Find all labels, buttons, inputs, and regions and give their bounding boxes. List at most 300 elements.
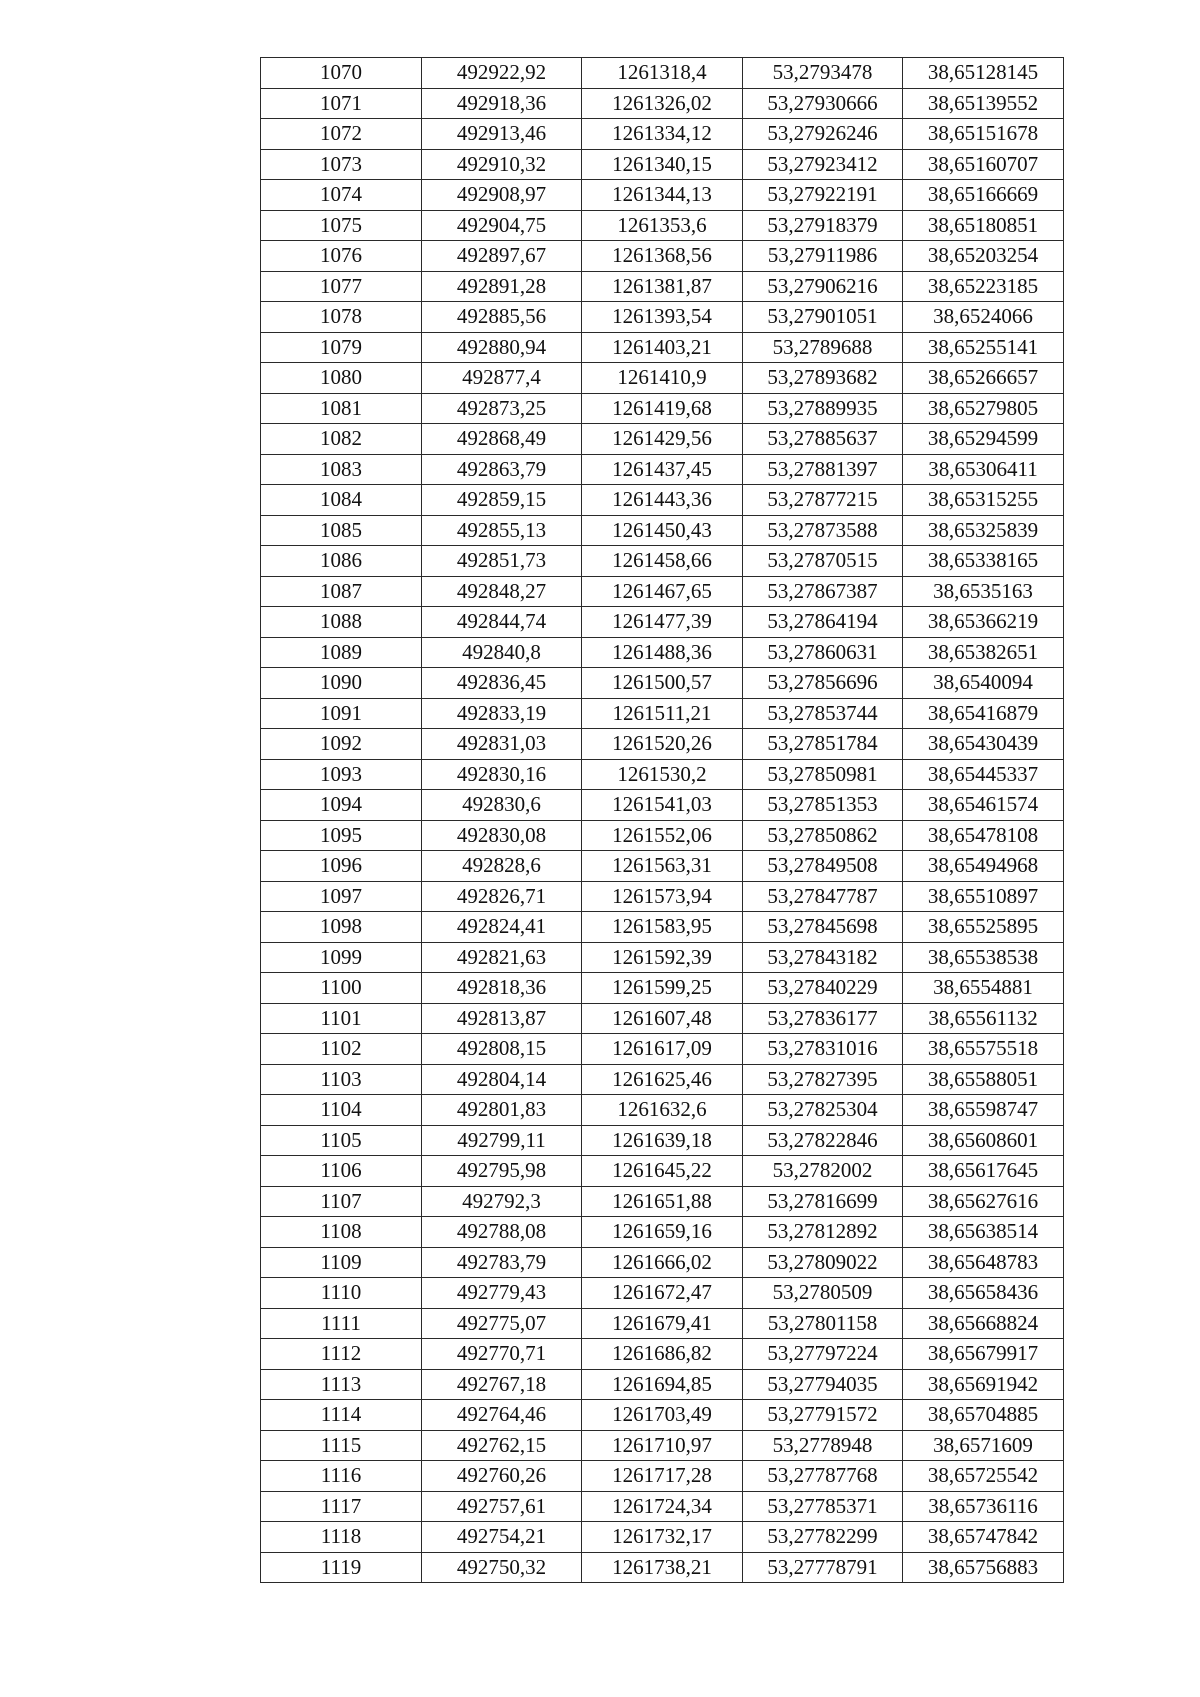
table-row [261, 820, 1064, 851]
table-row [261, 1095, 1064, 1126]
point-number-cell: 1091 [261, 698, 422, 729]
longitude-cell: 38,65279805 [903, 393, 1064, 424]
y-coordinate-cell: 1261511,21 [582, 698, 743, 729]
y-coordinate-cell: 1261403,21 [582, 332, 743, 363]
longitude-cell: 38,65461574 [903, 790, 1064, 821]
point-number-cell: 1090 [261, 668, 422, 699]
longitude-cell: 38,65598747 [903, 1095, 1064, 1126]
longitude-cell: 38,65704885 [903, 1400, 1064, 1431]
y-coordinate-cell: 1261703,49 [582, 1400, 743, 1431]
latitude-cell: 53,27851353 [743, 790, 903, 821]
point-number-cell: 1083 [261, 454, 422, 485]
point-number-cell: 1104 [261, 1095, 422, 1126]
x-coordinate-cell: 492913,46 [422, 119, 582, 150]
point-number-cell: 1071 [261, 88, 422, 119]
latitude-cell: 53,27893682 [743, 363, 903, 394]
latitude-cell: 53,27870515 [743, 546, 903, 577]
x-coordinate-cell: 492897,67 [422, 241, 582, 272]
y-coordinate-cell: 1261500,57 [582, 668, 743, 699]
latitude-cell: 53,27801158 [743, 1308, 903, 1339]
latitude-cell: 53,27901051 [743, 302, 903, 333]
longitude-cell: 38,65658436 [903, 1278, 1064, 1309]
point-number-cell: 1108 [261, 1217, 422, 1248]
x-coordinate-cell: 492830,08 [422, 820, 582, 851]
table-row [261, 1400, 1064, 1431]
y-coordinate-cell: 1261520,26 [582, 729, 743, 760]
latitude-cell: 53,2793478 [743, 58, 903, 89]
table-row [261, 607, 1064, 638]
y-coordinate-cell: 1261639,18 [582, 1125, 743, 1156]
y-coordinate-cell: 1261467,65 [582, 576, 743, 607]
point-number-cell: 1079 [261, 332, 422, 363]
table-row [261, 546, 1064, 577]
y-coordinate-cell: 1261419,68 [582, 393, 743, 424]
y-coordinate-cell: 1261368,56 [582, 241, 743, 272]
table-row [261, 1217, 1064, 1248]
x-coordinate-cell: 492836,45 [422, 668, 582, 699]
latitude-cell: 53,27860631 [743, 637, 903, 668]
x-coordinate-cell: 492922,92 [422, 58, 582, 89]
latitude-cell: 53,2778948 [743, 1430, 903, 1461]
latitude-cell: 53,27918379 [743, 210, 903, 241]
point-number-cell: 1109 [261, 1247, 422, 1278]
x-coordinate-cell: 492764,46 [422, 1400, 582, 1431]
longitude-cell: 38,65203254 [903, 241, 1064, 272]
x-coordinate-cell: 492770,71 [422, 1339, 582, 1370]
longitude-cell: 38,65736116 [903, 1491, 1064, 1522]
longitude-cell: 38,65139552 [903, 88, 1064, 119]
x-coordinate-cell: 492775,07 [422, 1308, 582, 1339]
x-coordinate-cell: 492830,6 [422, 790, 582, 821]
latitude-cell: 53,27877215 [743, 485, 903, 516]
table-row [261, 210, 1064, 241]
table-row [261, 1156, 1064, 1187]
table-row [261, 88, 1064, 119]
y-coordinate-cell: 1261552,06 [582, 820, 743, 851]
y-coordinate-cell: 1261450,43 [582, 515, 743, 546]
x-coordinate-cell: 492851,73 [422, 546, 582, 577]
table-row [261, 1522, 1064, 1553]
point-number-cell: 1098 [261, 912, 422, 943]
y-coordinate-cell: 1261381,87 [582, 271, 743, 302]
table-row [261, 424, 1064, 455]
y-coordinate-cell: 1261694,85 [582, 1369, 743, 1400]
point-number-cell: 1080 [261, 363, 422, 394]
latitude-cell: 53,27843182 [743, 942, 903, 973]
point-number-cell: 1114 [261, 1400, 422, 1431]
latitude-cell: 53,27922191 [743, 180, 903, 211]
longitude-cell: 38,65151678 [903, 119, 1064, 150]
point-number-cell: 1112 [261, 1339, 422, 1370]
table-row [261, 485, 1064, 516]
longitude-cell: 38,65160707 [903, 149, 1064, 180]
table-row [261, 180, 1064, 211]
y-coordinate-cell: 1261625,46 [582, 1064, 743, 1095]
longitude-cell: 38,65617645 [903, 1156, 1064, 1187]
longitude-cell: 38,6540094 [903, 668, 1064, 699]
table-row [261, 149, 1064, 180]
latitude-cell: 53,27930666 [743, 88, 903, 119]
longitude-cell: 38,65325839 [903, 515, 1064, 546]
point-number-cell: 1073 [261, 149, 422, 180]
x-coordinate-cell: 492831,03 [422, 729, 582, 760]
x-coordinate-cell: 492754,21 [422, 1522, 582, 1553]
x-coordinate-cell: 492818,36 [422, 973, 582, 1004]
latitude-cell: 53,27812892 [743, 1217, 903, 1248]
x-coordinate-cell: 492891,28 [422, 271, 582, 302]
y-coordinate-cell: 1261443,36 [582, 485, 743, 516]
y-coordinate-cell: 1261717,28 [582, 1461, 743, 1492]
x-coordinate-cell: 492783,79 [422, 1247, 582, 1278]
point-number-cell: 1086 [261, 546, 422, 577]
point-number-cell: 1082 [261, 424, 422, 455]
y-coordinate-cell: 1261410,9 [582, 363, 743, 394]
longitude-cell: 38,65538538 [903, 942, 1064, 973]
table-row [261, 1125, 1064, 1156]
point-number-cell: 1103 [261, 1064, 422, 1095]
x-coordinate-cell: 492904,75 [422, 210, 582, 241]
point-number-cell: 1081 [261, 393, 422, 424]
table-row [261, 1003, 1064, 1034]
point-number-cell: 1110 [261, 1278, 422, 1309]
latitude-cell: 53,27791572 [743, 1400, 903, 1431]
x-coordinate-cell: 492844,74 [422, 607, 582, 638]
table-row [261, 1339, 1064, 1370]
y-coordinate-cell: 1261429,56 [582, 424, 743, 455]
table-row [261, 912, 1064, 943]
x-coordinate-cell: 492859,15 [422, 485, 582, 516]
point-number-cell: 1111 [261, 1308, 422, 1339]
y-coordinate-cell: 1261592,39 [582, 942, 743, 973]
latitude-cell: 53,27827395 [743, 1064, 903, 1095]
longitude-cell: 38,6571609 [903, 1430, 1064, 1461]
longitude-cell: 38,65430439 [903, 729, 1064, 760]
y-coordinate-cell: 1261334,12 [582, 119, 743, 150]
x-coordinate-cell: 492767,18 [422, 1369, 582, 1400]
longitude-cell: 38,65382651 [903, 637, 1064, 668]
latitude-cell: 53,27845698 [743, 912, 903, 943]
x-coordinate-cell: 492792,3 [422, 1186, 582, 1217]
longitude-cell: 38,65608601 [903, 1125, 1064, 1156]
latitude-cell: 53,27825304 [743, 1095, 903, 1126]
point-number-cell: 1072 [261, 119, 422, 150]
table-row [261, 1369, 1064, 1400]
x-coordinate-cell: 492813,87 [422, 1003, 582, 1034]
latitude-cell: 53,27822846 [743, 1125, 903, 1156]
y-coordinate-cell: 1261632,6 [582, 1095, 743, 1126]
x-coordinate-cell: 492808,15 [422, 1034, 582, 1065]
x-coordinate-cell: 492801,83 [422, 1095, 582, 1126]
y-coordinate-cell: 1261672,47 [582, 1278, 743, 1309]
y-coordinate-cell: 1261477,39 [582, 607, 743, 638]
longitude-cell: 38,65294599 [903, 424, 1064, 455]
y-coordinate-cell: 1261326,02 [582, 88, 743, 119]
latitude-cell: 53,2780509 [743, 1278, 903, 1309]
longitude-cell: 38,65180851 [903, 210, 1064, 241]
longitude-cell: 38,65725542 [903, 1461, 1064, 1492]
point-number-cell: 1097 [261, 881, 422, 912]
coordinates-table [260, 57, 1064, 1583]
y-coordinate-cell: 1261573,94 [582, 881, 743, 912]
point-number-cell: 1119 [261, 1552, 422, 1583]
latitude-cell: 53,27911986 [743, 241, 903, 272]
latitude-cell: 53,27856696 [743, 668, 903, 699]
point-number-cell: 1088 [261, 607, 422, 638]
x-coordinate-cell: 492795,98 [422, 1156, 582, 1187]
longitude-cell: 38,65315255 [903, 485, 1064, 516]
point-number-cell: 1105 [261, 1125, 422, 1156]
x-coordinate-cell: 492799,11 [422, 1125, 582, 1156]
longitude-cell: 38,65306411 [903, 454, 1064, 485]
y-coordinate-cell: 1261599,25 [582, 973, 743, 1004]
y-coordinate-cell: 1261686,82 [582, 1339, 743, 1370]
point-number-cell: 1096 [261, 851, 422, 882]
latitude-cell: 53,27923412 [743, 149, 903, 180]
point-number-cell: 1074 [261, 180, 422, 211]
point-number-cell: 1099 [261, 942, 422, 973]
latitude-cell: 53,27831016 [743, 1034, 903, 1065]
x-coordinate-cell: 492908,97 [422, 180, 582, 211]
longitude-cell: 38,65223185 [903, 271, 1064, 302]
point-number-cell: 1070 [261, 58, 422, 89]
latitude-cell: 53,27864194 [743, 607, 903, 638]
x-coordinate-cell: 492873,25 [422, 393, 582, 424]
point-number-cell: 1089 [261, 637, 422, 668]
table-row [261, 1308, 1064, 1339]
latitude-cell: 53,27782299 [743, 1522, 903, 1553]
x-coordinate-cell: 492757,61 [422, 1491, 582, 1522]
table-row [261, 1186, 1064, 1217]
x-coordinate-cell: 492750,32 [422, 1552, 582, 1583]
longitude-cell: 38,65691942 [903, 1369, 1064, 1400]
table-row [261, 576, 1064, 607]
latitude-cell: 53,27787768 [743, 1461, 903, 1492]
table-row [261, 759, 1064, 790]
table-row [261, 1461, 1064, 1492]
y-coordinate-cell: 1261666,02 [582, 1247, 743, 1278]
table-row [261, 363, 1064, 394]
latitude-cell: 53,27906216 [743, 271, 903, 302]
latitude-cell: 53,27853744 [743, 698, 903, 729]
table-row [261, 942, 1064, 973]
point-number-cell: 1100 [261, 973, 422, 1004]
point-number-cell: 1085 [261, 515, 422, 546]
y-coordinate-cell: 1261583,95 [582, 912, 743, 943]
x-coordinate-cell: 492826,71 [422, 881, 582, 912]
x-coordinate-cell: 492918,36 [422, 88, 582, 119]
longitude-cell: 38,65638514 [903, 1217, 1064, 1248]
longitude-cell: 38,65561132 [903, 1003, 1064, 1034]
y-coordinate-cell: 1261353,6 [582, 210, 743, 241]
y-coordinate-cell: 1261437,45 [582, 454, 743, 485]
x-coordinate-cell: 492855,13 [422, 515, 582, 546]
latitude-cell: 53,27881397 [743, 454, 903, 485]
table-row [261, 668, 1064, 699]
x-coordinate-cell: 492833,19 [422, 698, 582, 729]
latitude-cell: 53,27867387 [743, 576, 903, 607]
table-row [261, 729, 1064, 760]
x-coordinate-cell: 492910,32 [422, 149, 582, 180]
longitude-cell: 38,65255141 [903, 332, 1064, 363]
x-coordinate-cell: 492840,8 [422, 637, 582, 668]
point-number-cell: 1084 [261, 485, 422, 516]
x-coordinate-cell: 492830,16 [422, 759, 582, 790]
y-coordinate-cell: 1261344,13 [582, 180, 743, 211]
longitude-cell: 38,65445337 [903, 759, 1064, 790]
y-coordinate-cell: 1261318,4 [582, 58, 743, 89]
table-row [261, 1247, 1064, 1278]
y-coordinate-cell: 1261563,31 [582, 851, 743, 882]
point-number-cell: 1087 [261, 576, 422, 607]
y-coordinate-cell: 1261732,17 [582, 1522, 743, 1553]
longitude-cell: 38,65166669 [903, 180, 1064, 211]
x-coordinate-cell: 492788,08 [422, 1217, 582, 1248]
latitude-cell: 53,2789688 [743, 332, 903, 363]
longitude-cell: 38,65575518 [903, 1034, 1064, 1065]
y-coordinate-cell: 1261679,41 [582, 1308, 743, 1339]
longitude-cell: 38,65494968 [903, 851, 1064, 882]
longitude-cell: 38,65756883 [903, 1552, 1064, 1583]
longitude-cell: 38,65679917 [903, 1339, 1064, 1370]
longitude-cell: 38,65648783 [903, 1247, 1064, 1278]
latitude-cell: 53,27847787 [743, 881, 903, 912]
longitude-cell: 38,65525895 [903, 912, 1064, 943]
point-number-cell: 1093 [261, 759, 422, 790]
table-row [261, 1491, 1064, 1522]
point-number-cell: 1106 [261, 1156, 422, 1187]
point-number-cell: 1075 [261, 210, 422, 241]
longitude-cell: 38,65478108 [903, 820, 1064, 851]
point-number-cell: 1102 [261, 1034, 422, 1065]
x-coordinate-cell: 492760,26 [422, 1461, 582, 1492]
y-coordinate-cell: 1261530,2 [582, 759, 743, 790]
y-coordinate-cell: 1261607,48 [582, 1003, 743, 1034]
coordinates-table-body [261, 58, 1064, 1583]
longitude-cell: 38,65416879 [903, 698, 1064, 729]
x-coordinate-cell: 492762,15 [422, 1430, 582, 1461]
x-coordinate-cell: 492877,4 [422, 363, 582, 394]
table-row [261, 302, 1064, 333]
longitude-cell: 38,65510897 [903, 881, 1064, 912]
latitude-cell: 53,27889935 [743, 393, 903, 424]
table-row [261, 271, 1064, 302]
point-number-cell: 1115 [261, 1430, 422, 1461]
table-row [261, 58, 1064, 89]
latitude-cell: 53,27849508 [743, 851, 903, 882]
x-coordinate-cell: 492824,41 [422, 912, 582, 943]
latitude-cell: 53,27794035 [743, 1369, 903, 1400]
table-row [261, 454, 1064, 485]
latitude-cell: 53,27850981 [743, 759, 903, 790]
x-coordinate-cell: 492868,49 [422, 424, 582, 455]
table-row [261, 1034, 1064, 1065]
longitude-cell: 38,6554881 [903, 973, 1064, 1004]
y-coordinate-cell: 1261458,66 [582, 546, 743, 577]
table-row [261, 637, 1064, 668]
point-number-cell: 1095 [261, 820, 422, 851]
y-coordinate-cell: 1261651,88 [582, 1186, 743, 1217]
y-coordinate-cell: 1261541,03 [582, 790, 743, 821]
table-row [261, 515, 1064, 546]
y-coordinate-cell: 1261393,54 [582, 302, 743, 333]
point-number-cell: 1101 [261, 1003, 422, 1034]
latitude-cell: 53,27926246 [743, 119, 903, 150]
table-row [261, 973, 1064, 1004]
longitude-cell: 38,65747842 [903, 1522, 1064, 1553]
longitude-cell: 38,65627616 [903, 1186, 1064, 1217]
point-number-cell: 1116 [261, 1461, 422, 1492]
x-coordinate-cell: 492885,56 [422, 302, 582, 333]
point-number-cell: 1107 [261, 1186, 422, 1217]
longitude-cell: 38,6524066 [903, 302, 1064, 333]
table-row [261, 332, 1064, 363]
table-row [261, 1278, 1064, 1309]
latitude-cell: 53,27850862 [743, 820, 903, 851]
x-coordinate-cell: 492779,43 [422, 1278, 582, 1309]
longitude-cell: 38,65588051 [903, 1064, 1064, 1095]
longitude-cell: 38,65338165 [903, 546, 1064, 577]
table-row [261, 393, 1064, 424]
x-coordinate-cell: 492863,79 [422, 454, 582, 485]
longitude-cell: 38,65128145 [903, 58, 1064, 89]
table-row [261, 1064, 1064, 1095]
point-number-cell: 1117 [261, 1491, 422, 1522]
table-row [261, 851, 1064, 882]
y-coordinate-cell: 1261645,22 [582, 1156, 743, 1187]
table-row [261, 1430, 1064, 1461]
table-row [261, 698, 1064, 729]
point-number-cell: 1077 [261, 271, 422, 302]
point-number-cell: 1113 [261, 1369, 422, 1400]
latitude-cell: 53,27809022 [743, 1247, 903, 1278]
x-coordinate-cell: 492821,63 [422, 942, 582, 973]
latitude-cell: 53,27797224 [743, 1339, 903, 1370]
y-coordinate-cell: 1261724,34 [582, 1491, 743, 1522]
point-number-cell: 1092 [261, 729, 422, 760]
longitude-cell: 38,65366219 [903, 607, 1064, 638]
latitude-cell: 53,27836177 [743, 1003, 903, 1034]
latitude-cell: 53,2782002 [743, 1156, 903, 1187]
longitude-cell: 38,6535163 [903, 576, 1064, 607]
point-number-cell: 1076 [261, 241, 422, 272]
x-coordinate-cell: 492828,6 [422, 851, 582, 882]
longitude-cell: 38,65668824 [903, 1308, 1064, 1339]
table-row [261, 241, 1064, 272]
latitude-cell: 53,27885637 [743, 424, 903, 455]
table-row [261, 790, 1064, 821]
table-row [261, 119, 1064, 150]
point-number-cell: 1094 [261, 790, 422, 821]
y-coordinate-cell: 1261488,36 [582, 637, 743, 668]
x-coordinate-cell: 492848,27 [422, 576, 582, 607]
table-row [261, 881, 1064, 912]
latitude-cell: 53,27851784 [743, 729, 903, 760]
latitude-cell: 53,27840229 [743, 973, 903, 1004]
point-number-cell: 1118 [261, 1522, 422, 1553]
x-coordinate-cell: 492804,14 [422, 1064, 582, 1095]
latitude-cell: 53,27873588 [743, 515, 903, 546]
y-coordinate-cell: 1261659,16 [582, 1217, 743, 1248]
y-coordinate-cell: 1261710,97 [582, 1430, 743, 1461]
y-coordinate-cell: 1261340,15 [582, 149, 743, 180]
y-coordinate-cell: 1261617,09 [582, 1034, 743, 1065]
latitude-cell: 53,27778791 [743, 1552, 903, 1583]
point-number-cell: 1078 [261, 302, 422, 333]
latitude-cell: 53,27816699 [743, 1186, 903, 1217]
y-coordinate-cell: 1261738,21 [582, 1552, 743, 1583]
longitude-cell: 38,65266657 [903, 363, 1064, 394]
table-row [261, 1552, 1064, 1583]
